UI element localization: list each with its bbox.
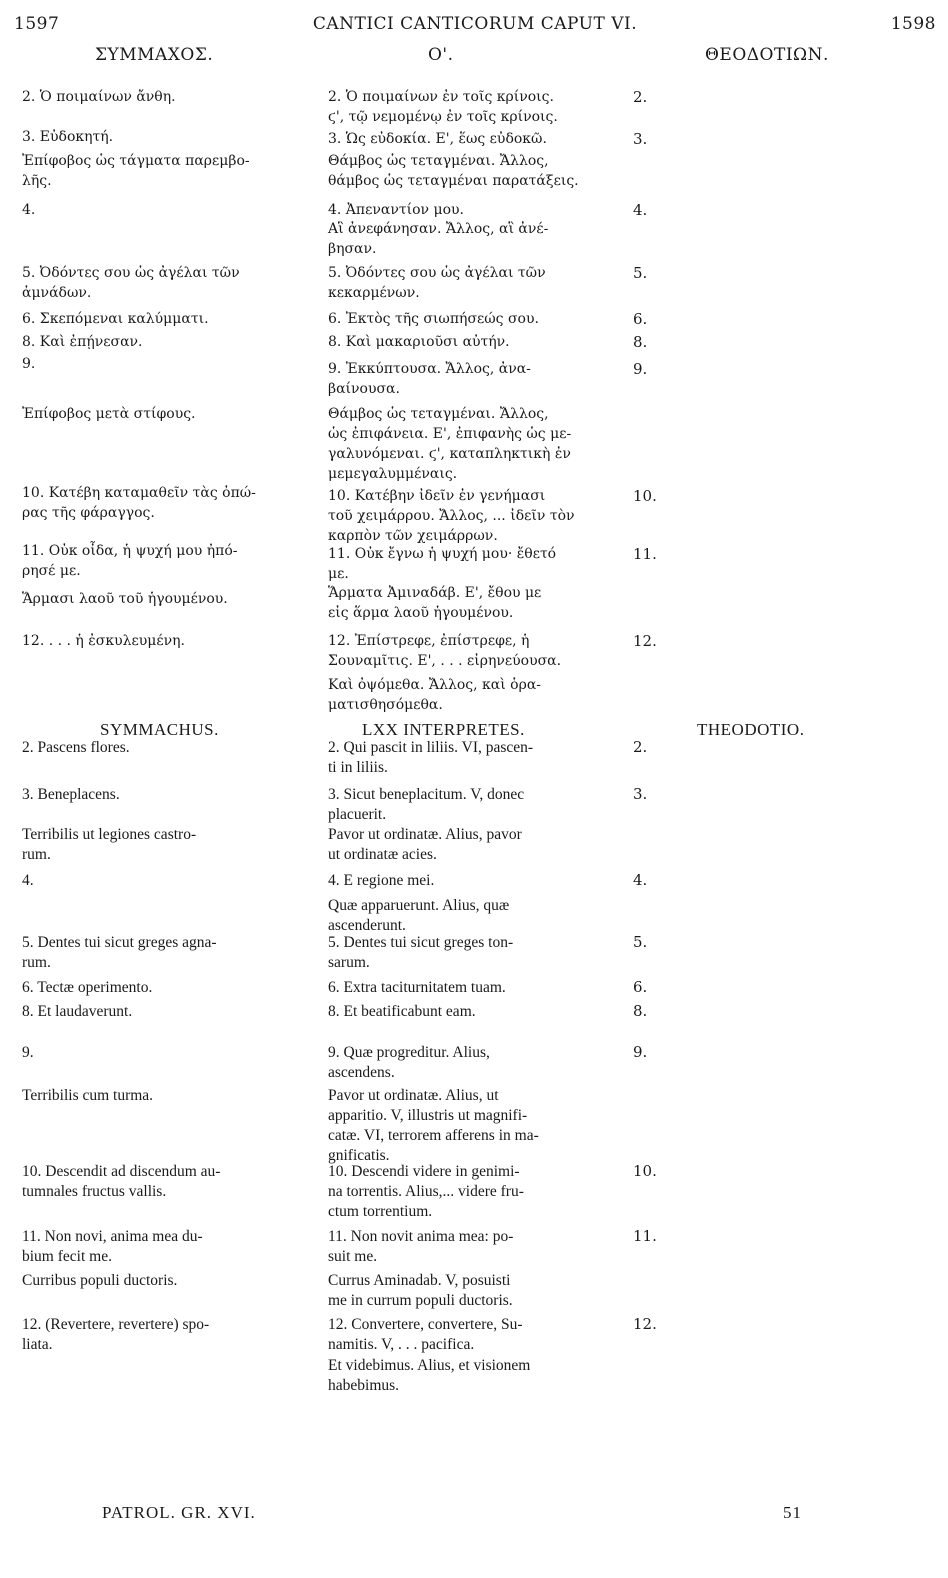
latin-lxx-line: ut ordinatæ acies. <box>328 846 437 863</box>
latin-symmachus-line: 11. Non novi, anima mea du- <box>22 1228 203 1245</box>
greek-lxx-line: Θάμβος ὡς τεταγμέναι. Ἄλλος, <box>328 406 549 422</box>
greek-lxx-line: Σουναμῖτις. Ε', . . . εἰρηνεύουσα. <box>328 653 562 669</box>
latin-lxx-line: Quæ apparuerunt. Alius, quæ <box>328 897 510 914</box>
greek-lxx-line: μεμεγαλυμμέναις. <box>328 466 458 482</box>
col-head-theodotion-greek: ΘΕΟΔΟΤΙΩΝ. <box>705 45 829 65</box>
greek-lxx-line: κεκαρμένων. <box>328 285 420 301</box>
latin-lxx-line: placuerit. <box>328 806 387 823</box>
latin-lxx-line: apparitio. V, illustris ut magnifi- <box>328 1107 528 1124</box>
latin-lxx-line: 9. Quæ progreditur. Alius, <box>328 1044 490 1061</box>
greek-lxx-line: ὡς ἐπιφάνεια. Ε', ἐπιφανὴς ὡς με- <box>328 426 572 442</box>
latin-lxx-line: ascenderunt. <box>328 917 406 934</box>
latin-theodotion-line: 12. <box>633 1315 657 1333</box>
greek-lxx-line: ματισθησόμεθα. <box>328 697 443 713</box>
latin-symmachus-line: Terribilis ut legiones castro- <box>22 826 197 843</box>
latin-symmachus-line: rum. <box>22 846 51 863</box>
greek-theodotion-line: 10. <box>633 487 657 505</box>
latin-lxx-line: na torrentis. Alius,... videre fru- <box>328 1183 524 1200</box>
greek-lxx-line: 3. Ὡς εὐδοκία. Ε', ἕως εὐδοκῶ. <box>328 131 547 147</box>
greek-lxx-line: Αἳ ἀνεφάνησαν. Ἄλλος, αἳ ἀνέ- <box>328 221 549 237</box>
greek-symmachus-line: ρησέ με. <box>22 563 81 579</box>
greek-lxx-line: 4. Ἀπεναντίον μου. <box>328 202 464 218</box>
greek-lxx-line: βησαν. <box>328 241 377 257</box>
latin-theodotion-line: 6. <box>633 978 648 996</box>
greek-theodotion-line: 4. <box>633 201 648 219</box>
latin-theodotion-line: 4. <box>633 871 648 889</box>
col-head-symmachus-latin: SYMMACHUS. <box>100 720 219 739</box>
latin-symmachus-line: 9. <box>22 1044 34 1061</box>
greek-lxx-line: Καὶ ὀψόμεθα. Ἄλλος, καὶ ὁρα- <box>328 677 542 693</box>
latin-symmachus-line: 5. Dentes tui sicut greges agna- <box>22 934 217 951</box>
greek-symmachus-line: λῆς. <box>22 173 52 189</box>
latin-lxx-line: Currus Aminadab. V, posuisti <box>328 1272 511 1289</box>
greek-symmachus-line: 3. Εὐδοκητή. <box>22 129 114 145</box>
greek-theodotion-line: 8. <box>633 333 648 351</box>
latin-lxx-line: Et videbimus. Alius, et visionem <box>328 1357 531 1374</box>
latin-lxx-line: Pavor ut ordinatæ. Alius, pavor <box>328 826 522 843</box>
greek-lxx-line: 8. Καὶ μακαριοῦσι αὐτήν. <box>328 334 510 350</box>
greek-lxx-line: ϛ', τῷ νεμομένῳ ἐν τοῖς κρίνοις. <box>328 109 558 125</box>
greek-lxx-line: Θάμβος ὡς τεταγμέναι. Ἄλλος, <box>328 153 549 169</box>
col-head-lxx-greek: Ο'. <box>428 45 454 65</box>
latin-theodotion-line: 11. <box>633 1227 657 1245</box>
greek-theodotion-line: 12. <box>633 632 657 650</box>
latin-lxx-line: habebimus. <box>328 1377 400 1394</box>
greek-symmachus-line: ἀμνάδων. <box>22 285 92 301</box>
greek-lxx-line: 12. Ἐπίστρεφε, ἐπίστρεφε, ἡ <box>328 633 530 649</box>
latin-theodotion-line: 8. <box>633 1002 648 1020</box>
latin-lxx-line: gnificatis. <box>328 1147 390 1164</box>
greek-theodotion-line: 2. <box>633 88 648 106</box>
greek-symmachus-line: 11. Οὐκ οἶδα, ἡ ψυχή μου ἠπό- <box>22 543 238 559</box>
latin-lxx-line: 12. Convertere, convertere, Su- <box>328 1316 523 1333</box>
col-head-lxx-latin: LXX INTERPRETES. <box>362 720 525 739</box>
latin-symmachus-line: tumnales fructus vallis. <box>22 1183 167 1200</box>
latin-symmachus-line: bium fecit me. <box>22 1248 112 1265</box>
page-number-right: 1598 <box>890 14 936 34</box>
latin-symmachus-line: 3. Beneplacens. <box>22 786 120 803</box>
greek-theodotion-line: 11. <box>633 545 657 563</box>
greek-lxx-line: γαλυνόμεναι. ϛ', καταπληκτικὴ ἐν <box>328 446 571 462</box>
latin-lxx-line: 4. E regione mei. <box>328 872 435 889</box>
greek-symmachus-line: 10. Κατέβη καταμαθεῖν τὰς ὀπώ- <box>22 485 256 501</box>
latin-theodotion-line: 10. <box>633 1162 657 1180</box>
running-title: CANTICI CANTICORUM CAPUT VI. <box>312 14 638 34</box>
latin-symmachus-line: 12. (Revertere, revertere) spo- <box>22 1316 210 1333</box>
latin-theodotion-line: 2. <box>633 738 648 756</box>
col-head-symmachus-greek: ΣΥΜΜΑΧΟΣ. <box>95 45 214 65</box>
latin-lxx-line: me in currum populi ductoris. <box>328 1292 513 1309</box>
greek-lxx-line: με. <box>328 566 349 582</box>
latin-lxx-line: 3. Sicut beneplacitum. V, donec <box>328 786 525 803</box>
latin-lxx-line: suit me. <box>328 1248 378 1265</box>
greek-lxx-line: 2. Ὁ ποιμαίνων ἐν τοῖς κρίνοις. <box>328 89 554 105</box>
greek-theodotion-line: 6. <box>633 310 648 328</box>
latin-lxx-line: ctum torrentium. <box>328 1203 433 1220</box>
greek-symmachus-line: 6. Σκεπόμεναι καλύμματι. <box>22 311 209 327</box>
greek-lxx-line: βαίνουσα. <box>328 381 400 397</box>
footer-series: PATROL. GR. XVI. <box>102 1503 256 1522</box>
greek-symmachus-line: Ἐπίφοβος μετὰ στίφους. <box>22 406 196 422</box>
greek-symmachus-line: 4. <box>22 202 36 218</box>
greek-symmachus-line: ρας τῆς φάραγγος. <box>22 505 155 521</box>
latin-symmachus-line: 2. Pascens flores. <box>22 739 130 756</box>
greek-symmachus-line: 8. Καὶ ἐπῄνεσαν. <box>22 334 143 350</box>
greek-symmachus-line: 2. Ὁ ποιμαίνων ἄνθη. <box>22 89 176 105</box>
latin-lxx-line: catæ. VI, terrorem afferens in ma- <box>328 1127 539 1144</box>
greek-theodotion-line: 9. <box>633 360 648 378</box>
greek-lxx-line: 9. Ἐκκύπτουσα. Ἄλλος, ἀνα- <box>328 361 531 377</box>
latin-symmachus-line: Terribilis cum turma. <box>22 1087 154 1104</box>
latin-symmachus-line: 6. Tectæ operimento. <box>22 979 153 996</box>
latin-lxx-line: ti in liliis. <box>328 759 388 776</box>
latin-lxx-line: 10. Descendi videre in genimi- <box>328 1163 520 1180</box>
greek-lxx-line: τοῦ χειμάρρου. Ἄλλος, ... ἰδεῖν τὸν <box>328 508 575 524</box>
greek-symmachus-line: 5. Ὀδόντες σου ὡς ἀγέλαι τῶν <box>22 265 240 281</box>
latin-symmachus-line: liata. <box>22 1336 53 1353</box>
latin-lxx-line: 8. Et beatificabunt eam. <box>328 1003 476 1020</box>
latin-lxx-line: 5. Dentes tui sicut greges ton- <box>328 934 514 951</box>
latin-theodotion-line: 5. <box>633 933 648 951</box>
latin-lxx-line: ascendens. <box>328 1064 395 1081</box>
greek-lxx-line: εἰς ἅρμα λαοῦ ἡγουμένου. <box>328 605 514 621</box>
greek-symmachus-line: 9. <box>22 356 36 372</box>
greek-lxx-line: 5. Ὀδόντες σου ὡς ἀγέλαι τῶν <box>328 265 546 281</box>
page-number-left: 1597 <box>14 14 60 34</box>
greek-symmachus-line: Ἐπίφοβος ὡς τάγματα παρεμβο- <box>22 153 250 169</box>
greek-theodotion-line: 5. <box>633 264 648 282</box>
footer-signature: 51 <box>783 1503 802 1522</box>
greek-lxx-line: Ἅρματα Ἀμιναδάβ. Ε', ἔθου με <box>328 585 542 601</box>
latin-symmachus-line: Curribus populi ductoris. <box>22 1272 178 1289</box>
greek-lxx-line: 11. Οὐκ ἔγνω ἡ ψυχή μου· ἔθετό <box>328 546 557 562</box>
col-head-theodotion-latin: THEODOTIO. <box>697 720 805 739</box>
greek-symmachus-line: 12. . . . ἡ ἐσκυλευμένη. <box>22 633 185 649</box>
latin-symmachus-line: rum. <box>22 954 51 971</box>
greek-lxx-line: 10. Κατέβην ἰδεῖν ἐν γενήμασι <box>328 488 546 504</box>
greek-lxx-line: 6. Ἐκτὸς τῆς σιωπήσεώς σου. <box>328 311 539 327</box>
latin-lxx-line: 6. Extra taciturnitatem tuam. <box>328 979 506 996</box>
greek-lxx-line: θάμβος ὡς τεταγμέναι παρατάξεις. <box>328 173 579 189</box>
latin-theodotion-line: 9. <box>633 1043 648 1061</box>
latin-symmachus-line: 4. <box>22 872 34 889</box>
latin-theodotion-line: 3. <box>633 785 648 803</box>
latin-symmachus-line: 8. Et laudaverunt. <box>22 1003 133 1020</box>
greek-symmachus-line: Ἅρμασι λαοῦ τοῦ ἡγουμένου. <box>22 591 228 607</box>
latin-lxx-line: namitis. V, . . . pacifica. <box>328 1336 475 1353</box>
greek-theodotion-line: 3. <box>633 130 648 148</box>
latin-lxx-line: sarum. <box>328 954 370 971</box>
latin-lxx-line: 2. Qui pascit in liliis. VI, pascen- <box>328 739 534 756</box>
latin-symmachus-line: 10. Descendit ad discendum au- <box>22 1163 221 1180</box>
latin-lxx-line: 11. Non novit anima mea: po- <box>328 1228 514 1245</box>
latin-lxx-line: Pavor ut ordinatæ. Alius, ut <box>328 1087 499 1104</box>
greek-lxx-line: καρπὸν τῶν χειμάρρων. <box>328 528 498 544</box>
